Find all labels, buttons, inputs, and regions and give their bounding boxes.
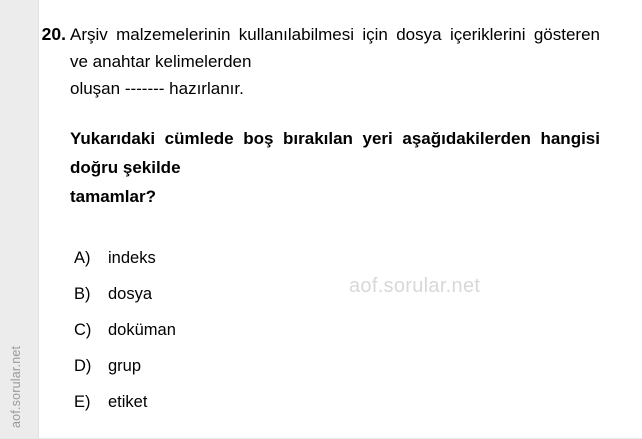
option-e-letter: E): [74, 393, 91, 411]
option-d[interactable]: [74, 348, 494, 384]
option-c[interactable]: [74, 312, 494, 348]
option-c-text: doküman: [108, 321, 176, 339]
option-c-letter: C): [74, 321, 92, 339]
option-b-text: dosya: [108, 285, 153, 303]
option-d-text: grup: [108, 357, 142, 375]
question-prompt-line-1: Yukarıdaki cümlede boş bırakılan yeri: [70, 129, 393, 148]
question-prompt: [70, 124, 600, 211]
question-prompt-line-2: aşağıdakilerden hangisi doğru şekilde: [70, 129, 600, 177]
question-prompt-line-3: tamamlar?: [70, 187, 156, 206]
option-b-letter: B): [74, 285, 91, 303]
left-margin-strip: [0, 0, 39, 439]
question-body: [70, 21, 614, 211]
question-stem-line-2: içeriklerini gösteren ve anahtar kelimelerden: [70, 25, 601, 71]
option-a-text: indeks: [108, 249, 156, 267]
answer-options: [74, 240, 494, 420]
question-stem-line-3: oluşan ------- hazırlanır.: [70, 79, 244, 98]
option-e[interactable]: [74, 384, 494, 420]
option-a-letter: A): [74, 249, 91, 267]
center-watermark: aof.sorular.net: [349, 275, 481, 297]
question-number: 20.: [41, 24, 66, 44]
option-d-letter: D): [74, 357, 92, 375]
option-e-text: etiket: [108, 393, 148, 411]
question-stem: [70, 21, 600, 102]
question-stem-line-1: Arşiv malzemelerinin kullanılabilmesi için dosya: [70, 25, 442, 44]
option-a[interactable]: [74, 240, 494, 276]
side-watermark: aof.sorular.net: [9, 345, 23, 428]
